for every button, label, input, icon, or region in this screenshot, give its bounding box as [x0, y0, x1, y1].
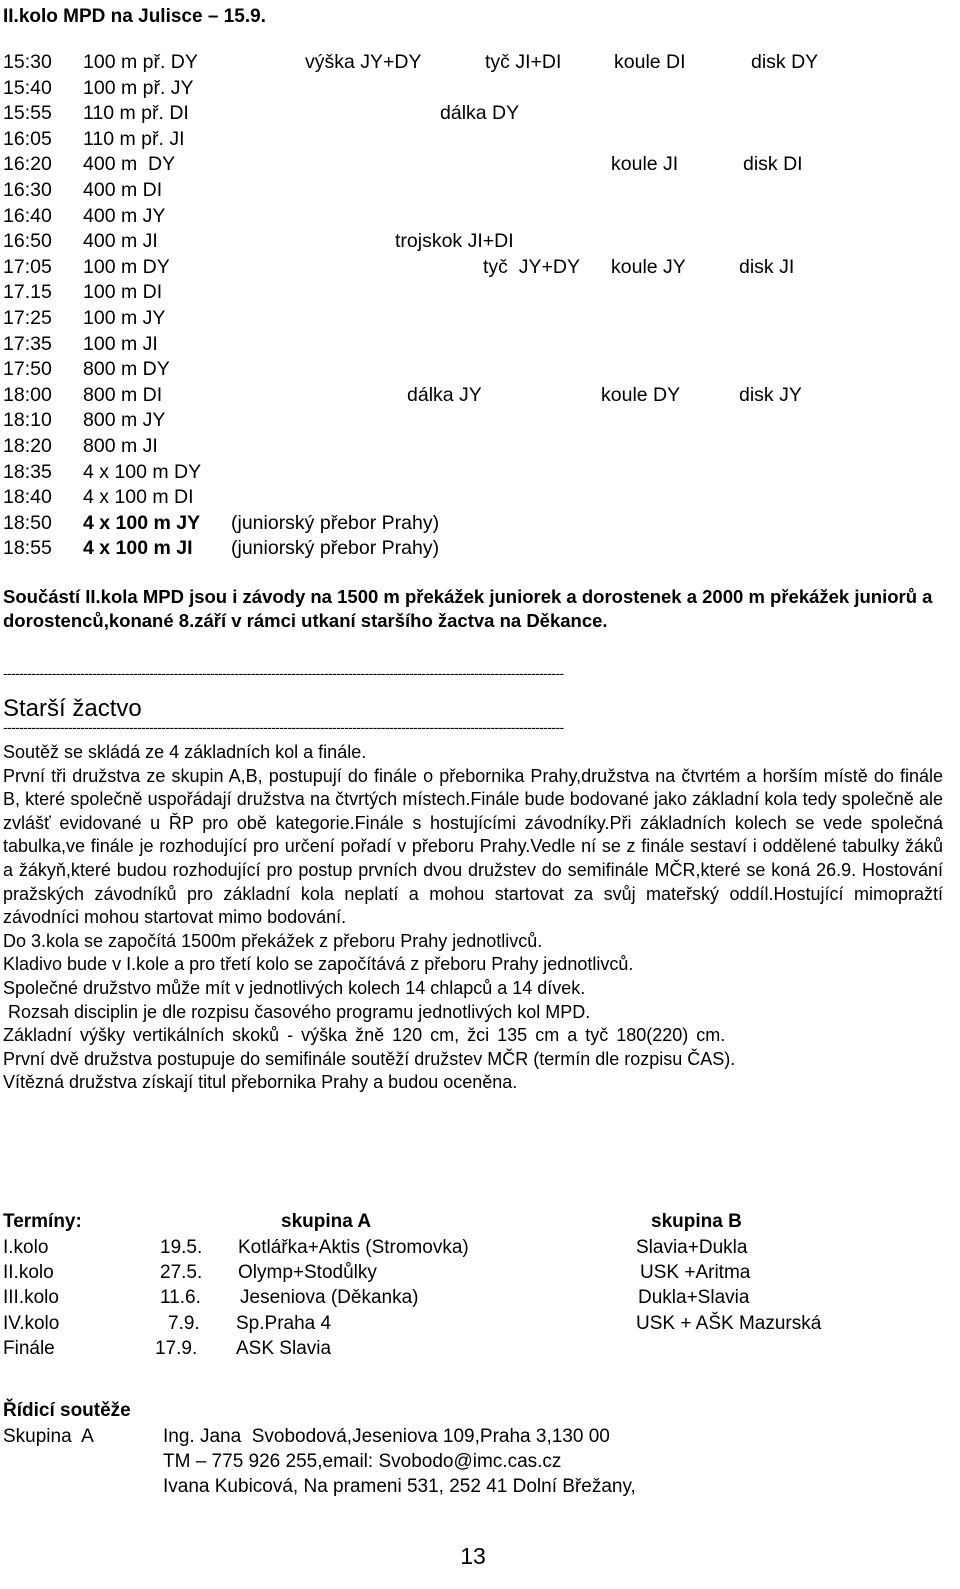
schedule-note: (juniorský přebor Prahy): [231, 511, 440, 534]
rule-line: Kladivo bude v I.kole a pro třetí kolo se započítává z přeboru Prahy jednotlivců.: [3, 954, 634, 975]
schedule-field-event: dálka JY: [407, 383, 482, 406]
schedule-run-event: 4 x 100 m DY: [83, 460, 202, 483]
schedule-time: 17:50: [3, 358, 52, 381]
schedule-run-event: 100 m př. DY: [83, 51, 198, 73]
schedule-time: 18:00: [3, 383, 52, 406]
schedule-field-event: disk JI: [739, 255, 795, 278]
schedule-time: 16:05: [3, 127, 52, 150]
terms-group-a-venue: ASK Slavia: [236, 1337, 332, 1359]
schedule-field-event: koule DY: [601, 383, 681, 406]
schedule-field-event: disk DY: [751, 51, 819, 73]
rule-line: První dvě družstva postupuje do semifinále soutěží družstev MČR (termín dle rozpisu ČAS).: [3, 1048, 736, 1069]
schedule-run-event: 4 x 100 m JI: [83, 537, 193, 560]
schedule-field-event: koule DI: [614, 51, 686, 73]
terms-date: 11.6.: [160, 1287, 201, 1309]
schedule-run-event: 800 m DY: [83, 358, 170, 381]
schedule-run-event: 100 m DI: [83, 281, 163, 304]
rules-text: [3, 741, 943, 1095]
schedule-time: 17:35: [3, 332, 52, 355]
schedule-time: 15:55: [3, 102, 52, 125]
terms-round: Finále: [3, 1337, 55, 1359]
schedule-time: 18:35: [3, 460, 52, 483]
schedule-time: 18:20: [3, 435, 52, 457]
schedule-time: 18:10: [3, 409, 52, 432]
schedule-note: (juniorský přebor Prahy): [231, 537, 440, 560]
schedule-field-event: disk DI: [743, 153, 803, 176]
terms-round: I.kolo: [3, 1237, 49, 1258]
note-paragraph: Součástí II.kola MPD jsou i závody na 1500 m překážek juniorek a dorostenek a 2000 m překážek juniorů a dorostenců,konané 8.září v rámci utkaní staršího žactva na Děkance.: [3, 586, 933, 631]
schedule-run-event: 800 m DI: [83, 383, 163, 406]
terms-date: 17.9.: [155, 1337, 198, 1359]
schedule-time: 15:40: [3, 76, 52, 99]
schedule-field-event: trojskok JI+DI: [395, 230, 514, 253]
rule-paragraph: První tři družstva ze skupin A,B, postupují do finále o přebornika Prahy,družstva na čtvrtém a horším místě do finále B, které společně uspořádají družstva na čtvrtých místech.Finále bude bodované jako základní kola tedy společně ale zvlášť evidované u ŘP pro obě kategorie.Finále s hostujícími závodníky.Při základních kolech se vede společná tabulka,ve finále je rozhodující pro určení pořadí v přeboru Prahy.Vedle ní se z finále sestaví i oddělené tabulky žáků a žákyň,které budou rozhodující pro postup prvních dvou družstev do semifinále MČR,které se koná 26.9. Hostování pražských závodníků pro základní kola neplatí a mohou startovat za svůj mateřský oddíl.Hostující mimopražtí závodníci mohou startovat mimo bodování.: [3, 765, 943, 928]
schedule-run-event: 4 x 100 m JY: [83, 511, 201, 534]
terms-group-b-header: skupina B: [651, 1211, 742, 1232]
organizer-line: TM – 775 926 255,email: Svobodo@imc.cas.cz: [163, 1451, 562, 1472]
schedule-time: 17.15: [3, 281, 52, 304]
section-title: Starší žactvo: [3, 695, 142, 722]
schedule-run-event: 110 m př. JI: [83, 127, 185, 150]
divider-top: ------------------------------------------------------------------------------------------------------------------------------------------: [3, 665, 564, 681]
terms-group-a-header: skupina A: [281, 1211, 372, 1232]
terms-date: 19.5.: [160, 1237, 203, 1258]
terms-round: III.kolo: [3, 1287, 59, 1309]
schedule-field-event: dálka DY: [440, 102, 520, 125]
schedule-run-event: 110 m př. DI: [83, 102, 189, 125]
schedule-run-event: 800 m JI: [83, 435, 158, 457]
terms-round: IV.kolo: [3, 1312, 60, 1334]
schedule-time: 15:30: [3, 51, 52, 73]
terms-label: Termíny:: [3, 1211, 82, 1232]
terms-group-a-venue: Jeseniova (Děkanka): [240, 1287, 419, 1309]
page-title: II.kolo MPD na Julisce – 15.9.: [3, 6, 266, 27]
schedule-time: 18:50: [3, 511, 52, 534]
terms-group-b-venue: USK + AŠK Mazurská: [636, 1312, 822, 1334]
schedule-run-event: 100 m JY: [83, 307, 166, 329]
schedule-time: 17:05: [3, 255, 52, 278]
terms-date: 7.9.: [168, 1312, 200, 1334]
schedule-run-event: 100 m DY: [83, 255, 170, 278]
schedule-field-event: disk JY: [739, 383, 802, 406]
rule-line: Soutěž se skládá ze 4 základních kol a finále.: [3, 742, 367, 762]
terms-date: 27.5.: [160, 1262, 203, 1284]
page-number: 13: [460, 1543, 486, 1569]
rule-line: Společné družstvo může mít v jednotlivých kolech 14 chlapců a 14 dívek.: [3, 977, 586, 998]
schedule-run-event: 4 x 100 m DI: [83, 486, 194, 509]
rule-line: Vítězná družstva získají titul přebornika Prahy a budou oceněna.: [3, 1072, 518, 1093]
organizers-title: Řídicí soutěže: [3, 1400, 131, 1421]
schedule-run-event: 400 m JI: [83, 230, 158, 253]
schedule-field-event: výška JY+DY: [305, 51, 422, 73]
schedule-time: 16:40: [3, 204, 52, 227]
schedule-field-event: koule JI: [611, 153, 679, 176]
terms-round: II.kolo: [3, 1262, 54, 1284]
schedule-time: 16:50: [3, 230, 52, 253]
terms-group-a-venue: Kotlářka+Aktis (Stromovka): [238, 1237, 469, 1258]
organizers-group-label: Skupina A: [3, 1426, 94, 1447]
terms-group-b-venue: Slavia+Dukla: [636, 1237, 748, 1258]
rule-line: Do 3.kola se započítá 1500m překážek z přeboru Prahy jednotlivců.: [3, 930, 543, 951]
schedule-field-event: tyč JY+DY: [483, 255, 580, 278]
schedule-run-event: 800 m JY: [83, 409, 166, 432]
schedule-time: 18:40: [3, 486, 52, 509]
organizer-line: Ivana Kubicová, Na prameni 531, 252 41 Dolní Břežany,: [163, 1476, 636, 1497]
schedule-field-event: koule JY: [611, 255, 686, 278]
schedule-field-event: tyč JI+DI: [485, 51, 562, 73]
schedule-time: 16:30: [3, 179, 52, 201]
schedule-run-event: 100 m JI: [83, 332, 158, 355]
schedule-run-event: 400 m JY: [83, 204, 166, 227]
rule-line: Základní výšky vertikálních skoků - výška žně 120 cm, žci 135 cm a tyč 180(220) cm.: [3, 1025, 726, 1046]
divider-bottom: ------------------------------------------------------------------------------------------------------------------------------------------: [3, 719, 564, 735]
schedule-time: 16:20: [3, 153, 52, 176]
schedule-time: 18:55: [3, 537, 52, 560]
schedule-run-event: 400 m DY: [83, 153, 176, 176]
terms-group-b-venue: Dukla+Slavia: [638, 1287, 750, 1309]
schedule-run-event: 400 m DI: [83, 179, 163, 201]
terms-group-b-venue: USK +Aritma: [640, 1262, 751, 1284]
organizer-line: Ing. Jana Svobodová,Jeseniova 109,Praha 3,130 00: [163, 1426, 610, 1447]
terms-group-a-venue: Olymp+Stodůlky: [238, 1262, 377, 1284]
schedule-run-event: 100 m př. JY: [83, 76, 194, 99]
rule-line: Rozsah disciplin je dle rozpisu časového programu jednotlivých kol MPD.: [3, 1001, 591, 1022]
schedule-time: 17:25: [3, 307, 52, 329]
terms-group-a-venue: Sp.Praha 4: [236, 1312, 332, 1334]
